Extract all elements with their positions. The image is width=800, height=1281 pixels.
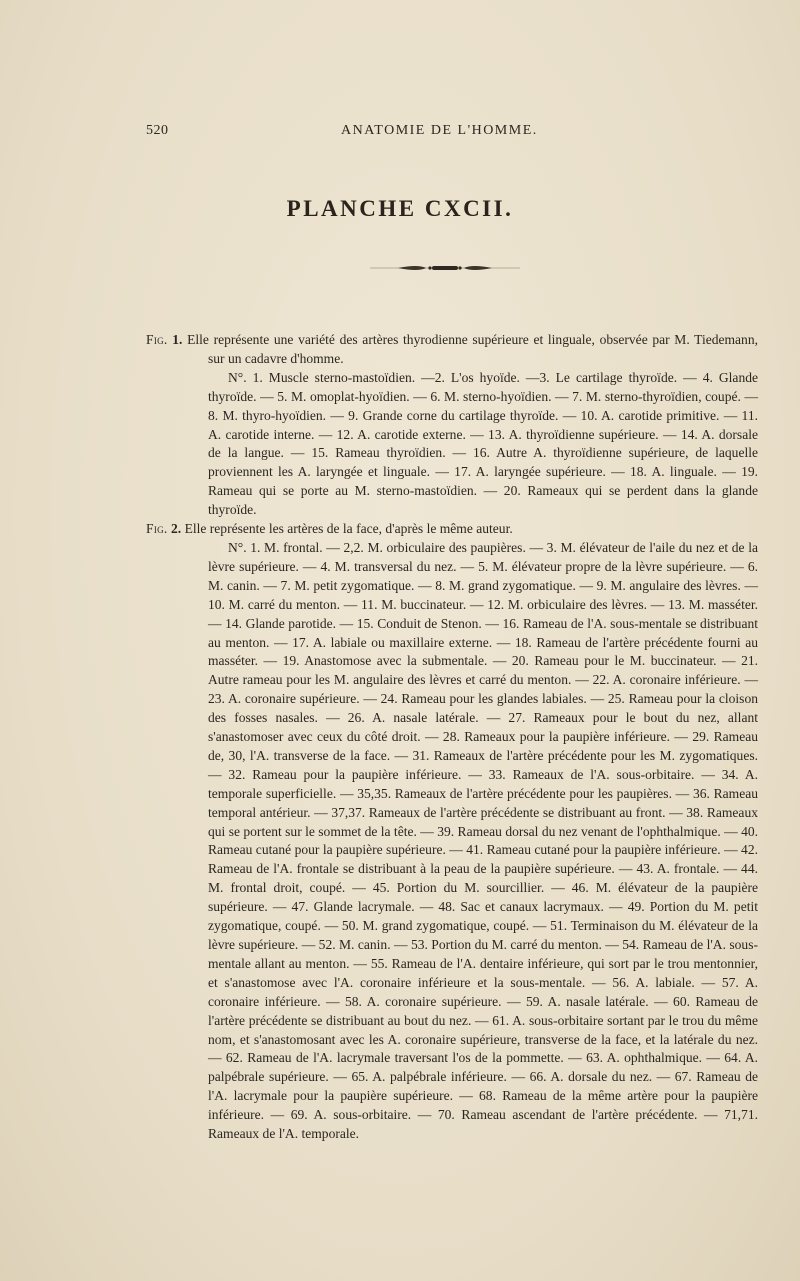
figure-1-legend: N°. 1. Muscle sterno-mastoïdien. —2. L'os hyoïde. —3. Le cartilage thyroïde. — 4. Glande thyroïde. — 5. M. omoplat-hyoïdien. — 6. M. sterno-hyoïdien. — 7. M. sterno-thyroïdien, coupé. — 8. M. thyro-hyoïdien. — 9. Grande corne du cartilage thyroïde. — 10. A. carotide primitive. — 11. A. carotide interne. — 12. A. carotide externe. — 13. A. thyroïdienne supérieure. — 14. A. dorsale de la langue. — 15. Rameau thyroïdien. — 16. Autre A. thyroïdienne supérieure, de laquelle proviennent les A. laryngée et linguale. — 17. A. laryngée supérieure. — 18. A. linguale. — 19. Rameau qui se porte au M. sterno-mastoïdien. — 20. Rameaux qui se perdent dans la glande thyroïde.: [208, 369, 758, 518]
figure-number: 2.: [171, 521, 182, 537]
figure-description-text: Elle représente les artères de la face, d'après le même auteur.: [184, 521, 513, 537]
figure-2-description: [146, 520, 758, 539]
page-number: 520: [146, 123, 169, 138]
figure-1-description: [146, 331, 758, 369]
plate-legend-text: [146, 331, 758, 1144]
ornament-rule: [370, 263, 520, 273]
figure-number: 1.: [172, 332, 183, 347]
page-header: [146, 123, 646, 143]
figure-label: Fig.: [146, 332, 168, 347]
figure-description-text: Elle représente une variété des artères thyrodienne supérieure et linguale, observée par M. Tiedemann, sur un cadavre d'homme.: [187, 332, 758, 366]
plate-title: PLANCHE CXCII.: [286, 196, 514, 221]
figure-label: Fig.: [146, 521, 168, 537]
figure-2-legend: N°. 1. M. frontal. — 2,2. M. orbiculaire des paupières. — 3. M. élévateur de l'aile du nez et de la lèvre supérieure. — 4. M. transversal du nez. — 5. M. élévateur propre de la lèvre supérieure. — 6. M. canin. — 7. M. petit zygomatique. — 8. M. grand zygomatique. — 9. M. angulaire des lèvres. — 10. M. carré du menton. — 11. M. buccinateur. — 12. M. orbiculaire des lèvres. — 13. M. masséter. — 14. Glande parotide. — 15. Conduit de Stenon. — 16. Rameau de l'A. sous-mentale se distribuant au menton. — 17. A. labiale ou maxillaire externe. — 18. Rameau de l'artère précédente fourni au masséter. — 19. Anastomose avec la submentale. — 20. Rameau pour le M. buccinateur. — 21. Autre rameau pour les M. angulaire des lèvres et carré du menton. — 22. A. coronaire inférieure. — 23. A. coronaire supérieure. — 24. Rameau pour les glandes labiales. — 25. Rameau pour la cloison des fosses nasales. — 26. A. nasale latérale. — 27. Rameaux pour le bout du nez, allant s'anastomoser avec ceux du côté droit. — 28. Rameaux pour la paupière inférieure. — 29. Rameau de, 30, l'A. transverse de la face. — 31. Rameaux de l'artère précédente pour les M. zygomatiques. — 32. Rameau pour la paupière inférieure. — 33. Rameaux de l'A. sous-orbitaire. — 34. A. temporale superficielle. — 35,35. Rameaux de l'artère précédente pour les paupières. — 36. Rameau temporal antérieur. — 37,37. Rameaux de l'artère précédente se distribuant au front. — 38. Rameaux qui se portent sur le sommet de la tête. — 39. Rameau dorsal du nez venant de l'ophthalmique. — 40. Rameau cutané pour la paupière supérieure. — 41. Rameau cutané pour la paupière inférieure. — 42. Rameau de l'A. frontale se distribuant à la peau de la paupière supérieure. — 43. A. frontale. — 44. M. frontal droit, coupé. — 45. Portion du M. sourcillier. — 46. M. élévateur de la paupière supérieure. — 47. Glande lacrymale. — 48. Sac et canaux lacrymaux. — 49. Portion du M. petit zygomatique, coupé. — 50. M. grand zygomatique, coupé. — 51. Terminaison du M. élévateur de la lèvre supérieure. — 52. M. canin. — 53. Portion du M. carré du menton. — 54. Rameau de l'A. sous-mentale allant au menton. — 55. Rameau de l'A. dentaire inférieure, qui sort par le trou mentonnier, et s'anastomose avec l'A. coronaire inférieure et la sous-mentale. — 56. A. labiale. — 57. A. coronaire inférieure. — 58. A. coronaire supérieure. — 59. A. nasale latérale. — 60. Rameau de l'artère précédente se distribuant au bout du nez. — 61. A. sous-orbitaire sortant par le trou du même nom, et s'anastomosant avec les A. coronaire supérieure, transverse de la face, et la latérale du nez. — 62. Rameau de l'A. lacrymale traversant l'os de la pommette. — 63. A. ophthalmique. — 64. A. palpébrale supérieure. — 65. A. palpébrale inférieure. — 66. A. dorsale du nez. — 67. Rameau de l'A. lacrymale pour la paupière supérieure. — 68. Rameau de la même artère pour la paupière inférieure. — 69. A. sous-orbitaire. — 70. Rameau ascendant de l'artère précédente. — 71,71. Rameaux de l'A. temporale.: [208, 539, 758, 1142]
running-title: ANATOMIE DE L'HOMME.: [341, 123, 538, 138]
